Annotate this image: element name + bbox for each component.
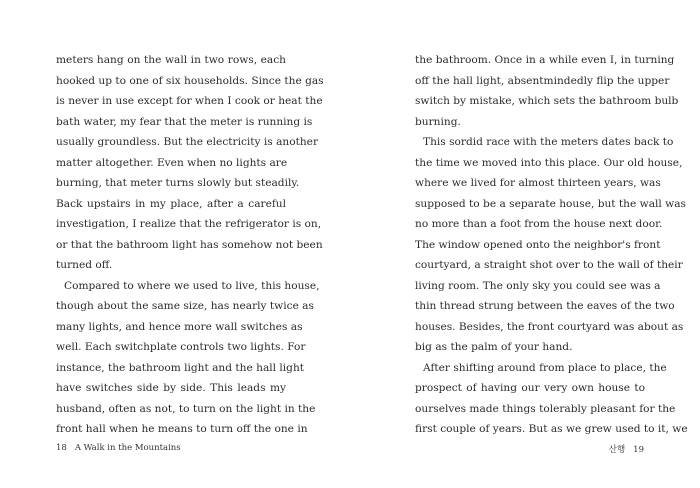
text-line: living room. The only sky you could see was a xyxy=(415,279,661,292)
text-line: hooked up to one of six households. Since the gas xyxy=(56,74,324,87)
text-line: switch by mistake, which sets the bathroom bulb xyxy=(415,95,679,107)
text-line: After shifting around from place to place, the xyxy=(423,361,667,374)
text-line: bath water, my fear that the meter is running is xyxy=(56,115,313,128)
text-line: big as the palm of your hand. xyxy=(415,341,573,353)
text-line: houses. Besides, the front courtyard was about as xyxy=(415,320,684,333)
text-line: meters hang on the wall in two rows, each xyxy=(56,54,286,66)
text-line: investigation, I realize that the refrigerator is on, xyxy=(56,218,322,230)
text-line: thin thread strung between the eaves of the two xyxy=(415,300,675,312)
text-line: many lights, and hence more wall switches as xyxy=(56,320,303,333)
text-line: instance, the bathroom light and the hall light xyxy=(56,361,305,374)
text-line: though about the same size, has nearly twice as xyxy=(56,300,314,312)
text-line: have switches side by side. This leads my xyxy=(56,382,286,394)
text-line: This sordid race with the meters dates back to xyxy=(423,136,674,148)
text-line: supposed to be a separate house, but the wall was xyxy=(415,197,686,210)
text-line: the time we moved into this place. Our old house, xyxy=(415,156,683,169)
text-line: Compared to where we used to live, this house, xyxy=(64,279,320,292)
text-line: The window opened onto the neighbor's front xyxy=(415,238,661,251)
left-page-text xyxy=(56,50,324,440)
text-line: Back upstairs in my place, after a careful xyxy=(56,197,286,210)
text-line: where we lived for almost thirteen years, was xyxy=(415,177,661,189)
text-line: burning. xyxy=(415,115,461,128)
text-line: first couple of years. But as we grew used to it, we xyxy=(415,423,688,435)
text-line: husband, often as not, to turn on the light in the xyxy=(56,402,316,415)
right-page-footer xyxy=(609,443,644,455)
text-line: no more than a foot from the house next door. xyxy=(415,218,663,230)
text-line: prospect of having our very own house to xyxy=(415,382,645,394)
text-line: ourselves made things tolerably pleasant for the xyxy=(415,402,676,415)
text-line: usually groundless. But the electricity is another xyxy=(56,136,319,148)
text-line: is never in use except for when I cook or heat the xyxy=(56,95,323,107)
text-line: off the hall light, absentmindedly flip the upper xyxy=(415,74,670,87)
text-line: well. Each switchplate controls two lights. For xyxy=(56,341,306,353)
text-line: the bathroom. Once in a while even I, in turning xyxy=(415,54,675,66)
page-number: 19 xyxy=(633,445,644,455)
right-page-text xyxy=(415,50,688,440)
text-line: matter altogether. Even when no lights are xyxy=(56,156,288,169)
running-title: A Walk in the Mountains xyxy=(74,443,181,453)
text-line: or that the bathroom light has somehow not been xyxy=(56,238,323,251)
text-line: turned off. xyxy=(56,259,113,271)
running-title: 산행 xyxy=(608,445,626,455)
text-line: front hall when he means to turn off the one in xyxy=(56,423,308,435)
page-number: 18 xyxy=(56,443,67,453)
left-page-footer xyxy=(56,443,181,453)
text-line: burning, that meter turns slowly but steadily. xyxy=(56,177,300,189)
text-line: courtyard, a straight shot over to the wall of their xyxy=(415,259,683,271)
